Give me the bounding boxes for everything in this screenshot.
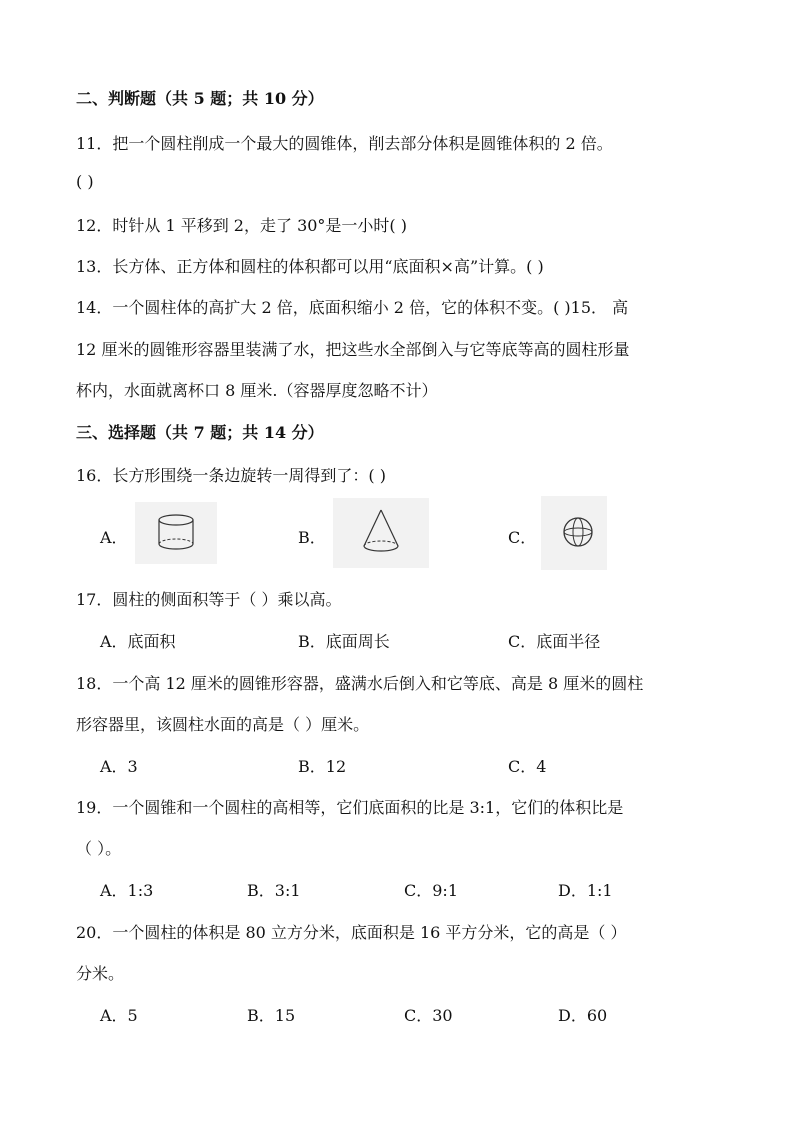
question-15-line: 杯内，水面就离杯口 8 厘米.（容器厚度忽略不计）	[76, 381, 438, 400]
q18-option-b: B．12	[298, 757, 347, 776]
q17-option-a: A．底面积	[100, 632, 176, 651]
question-15-line: 12 厘米的圆锥形容器里装满了水，把这些水全部倒入与它等底等高的圆柱形量	[76, 340, 630, 359]
cone-icon	[333, 498, 429, 568]
question-18-line2: 形容器里，该圆柱水面的高是（ ）厘米。	[76, 715, 370, 734]
q20-option-d: D．60	[558, 1006, 608, 1025]
q19-option-a: A．1:3	[100, 881, 154, 900]
question-14: 14．一个圆柱体的高扩大 2 倍，底面积缩小 2 倍，它的体积不变。( )15． 高	[76, 298, 629, 317]
q18-option-c: C．4	[508, 757, 547, 776]
q20-option-b: B．15	[247, 1006, 296, 1025]
q18-option-a: A．3	[100, 757, 138, 776]
question-16: 16．长方形围绕一条边旋转一周得到了：( )	[76, 466, 386, 485]
q16-option-b-label: B．	[298, 528, 326, 547]
question-11-answer-blank: ( )	[76, 172, 94, 191]
q20-option-c: C．30	[404, 1006, 453, 1025]
question-19-line2: （ ）。	[76, 839, 122, 858]
question-19: 19．一个圆锥和一个圆柱的高相等，它们底面积的比是 3:1，它们的体积比是	[76, 798, 624, 817]
question-17: 17．圆柱的侧面积等于（ ）乘以高。	[76, 590, 342, 609]
q19-option-d: D．1:1	[558, 881, 613, 900]
q16-option-a-label: A．	[100, 528, 128, 547]
question-20-line2: 分米。	[76, 964, 125, 983]
section2-heading: 二、判断题（共 5 题；共 10 分）	[76, 89, 324, 108]
question-18: 18．一个高 12 厘米的圆锥形容器，盛满水后倒入和它等底、高是 8 厘米的圆柱	[76, 674, 644, 693]
question-11: 11．把一个圆柱削成一个最大的圆锥体，削去部分体积是圆锥体积的 2 倍。	[76, 134, 613, 153]
q16-option-c-label: C．	[508, 528, 537, 547]
q20-option-a: A．5	[100, 1006, 138, 1025]
q19-option-b: B．3:1	[247, 881, 301, 900]
question-13: 13．长方体、正方体和圆柱的体积都可以用“底面积×高”计算。( )	[76, 257, 544, 276]
cylinder-icon	[135, 502, 217, 564]
question-20: 20．一个圆柱的体积是 80 立方分米，底面积是 16 平方分米，它的高是（ ）	[76, 923, 627, 942]
sphere-icon	[541, 496, 607, 570]
q17-option-c: C．底面半径	[508, 632, 601, 651]
q19-option-c: C．9:1	[404, 881, 458, 900]
question-12: 12．时针从 1 平移到 2，走了 30°是一小时( )	[76, 216, 407, 235]
q17-option-b: B．底面周长	[298, 632, 390, 651]
section3-heading: 三、选择题（共 7 题；共 14 分）	[76, 423, 324, 442]
